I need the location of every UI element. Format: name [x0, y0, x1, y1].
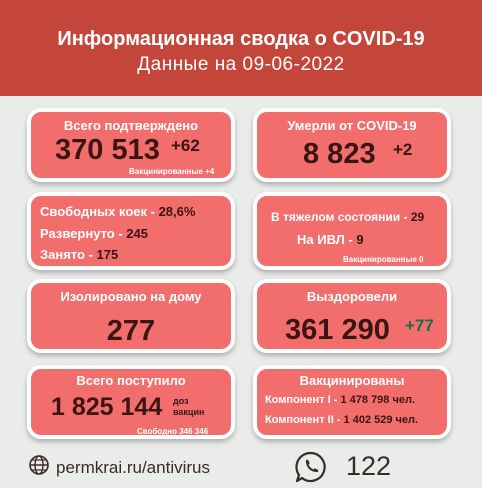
confirmed-delta: +62 [171, 136, 200, 155]
vaccinated-c2-value: 1 402 529 чел. [343, 414, 419, 426]
recovered-value: 361 290 [285, 314, 390, 346]
card-recovered [253, 279, 451, 353]
hotline-number[interactable]: 122 [346, 451, 392, 481]
ventilator-line [297, 232, 364, 247]
doses-title: Всего поступило [76, 373, 186, 388]
beds-free-value: 28,6% [158, 204, 196, 219]
severe-value: 29 [410, 210, 425, 224]
recovered-delta: +77 [405, 316, 434, 335]
vaccinated-c2-line [265, 414, 418, 426]
vaccinated-c1-label: Компонент I - [265, 394, 338, 406]
doses-free-note: Свободно 346 346 [137, 427, 209, 436]
isolated-title: Изолировано на дому [60, 289, 202, 304]
card-doses [27, 365, 235, 439]
card-vaccinated [253, 365, 451, 439]
vaccinated-title: Вакцинированы [299, 373, 405, 388]
beds-deployed-label: Развернуто - [40, 226, 123, 241]
globe-icon [28, 454, 50, 476]
recovered-title: Выздоровели [306, 289, 398, 304]
vaccinated-c1-line [265, 394, 415, 406]
deaths-delta: +2 [393, 140, 413, 159]
severe-label: В тяжелом состоянии - [271, 210, 408, 224]
card-beds [27, 192, 235, 270]
beds-free-label: Свободных коек - [40, 204, 155, 219]
beds-occupied-value: 175 [96, 247, 119, 262]
severe-vaccinated-note: Вакцинированные 0 [343, 255, 424, 264]
page-title: Информационная сводка о COVID-19 [57, 28, 425, 50]
beds-free-line [40, 204, 195, 219]
doses-value: 1 825 144 [51, 393, 163, 421]
isolated-value: 277 [106, 315, 156, 347]
confirmed-title: Всего подтверждено [63, 118, 199, 133]
doses-unit-line1: доз [173, 396, 189, 406]
card-confirmed [27, 108, 235, 182]
vaccinated-c2-label: Компонент II - [265, 414, 341, 426]
beds-occupied-label: Занято - [40, 247, 93, 262]
card-deaths [253, 108, 451, 182]
deaths-title: Умерли от COVID-19 [287, 118, 417, 133]
confirmed-value: 370 513 [55, 134, 160, 166]
severe-line [271, 210, 424, 224]
beds-deployed-value: 245 [126, 226, 148, 241]
deaths-value: 8 823 [303, 138, 376, 170]
phone-icon [294, 450, 328, 484]
card-severe [253, 192, 451, 270]
beds-occupied-line [40, 247, 118, 262]
card-isolated [27, 279, 235, 353]
vaccinated-c1-value: 1 478 798 чел. [340, 394, 416, 406]
ventilator-label: На ИВЛ - [297, 232, 353, 247]
page-subtitle: Данные на 09-06-2022 [137, 54, 345, 75]
confirmed-vaccinated-note: Вакцинированные +4 [129, 167, 215, 176]
doses-unit-line2: вакцин [173, 407, 205, 417]
header-banner [0, 0, 482, 96]
beds-deployed-line [40, 226, 148, 241]
antivirus-link[interactable]: permkrai.ru/antivirus [56, 458, 210, 477]
ventilator-value: 9 [356, 232, 364, 247]
